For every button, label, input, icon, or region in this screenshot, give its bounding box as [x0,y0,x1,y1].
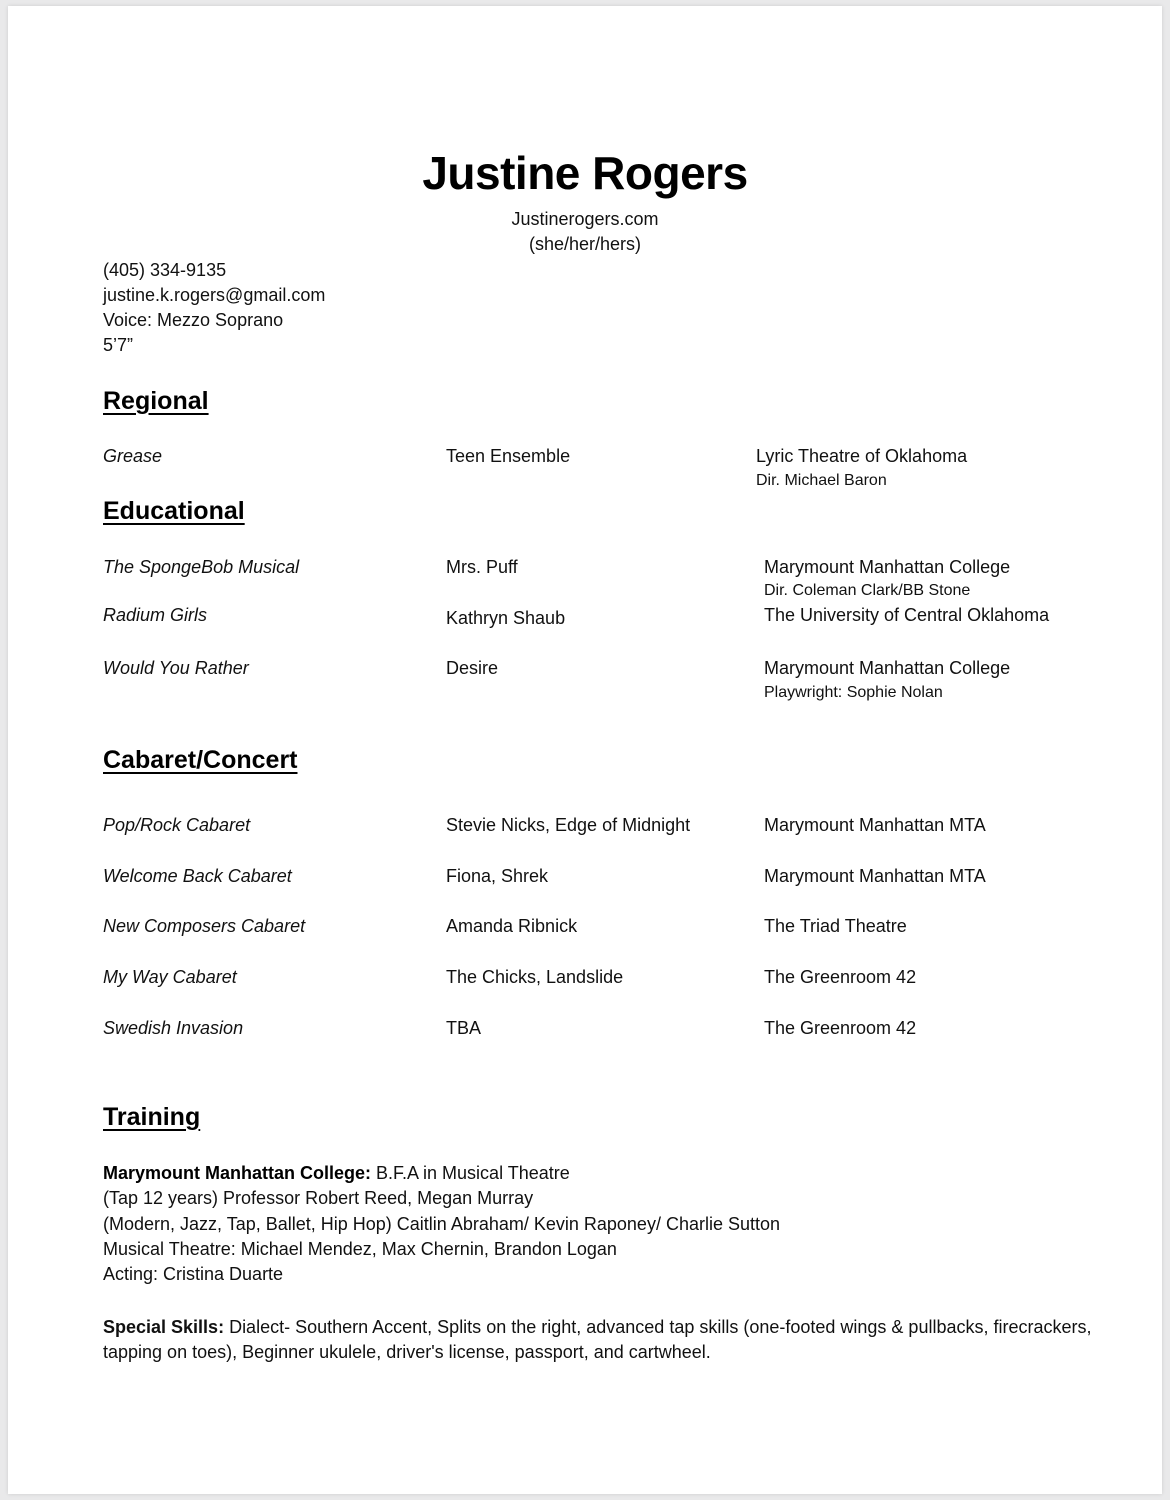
credit-role: Desire [446,658,499,678]
website-link[interactable]: Justinerogers.com [511,209,659,229]
credit-role: Kathryn Shaub [446,608,566,628]
credit-role: Teen Ensemble [446,446,571,466]
credit-venue: Marymount Manhattan College [764,557,1011,577]
credit-venue: The Greenroom 42 [764,1018,917,1038]
credit-role: Amanda Ribnick [446,916,578,936]
email-address[interactable]: justine.k.rogers@gmail.com [103,285,326,305]
training-line: Musical Theatre: Michael Mendez, Max Chernin, Brandon Logan [103,1238,617,1259]
voice-type: Voice: Mezzo Soprano [103,310,284,330]
credit-venue: The Greenroom 42 [764,967,917,987]
credit-show: The SpongeBob Musical [103,557,300,577]
resume-page [8,6,1162,1494]
credit-venue: The University of Central Oklahoma [764,605,1050,625]
section-heading-educational: Educational [103,497,245,525]
credit-venue: The Triad Theatre [764,916,907,936]
height: 5’7” [103,335,134,355]
training-line: (Tap 12 years) Professor Robert Reed, Megan Murray [103,1188,534,1209]
special-skills-label: Special Skills: [103,1317,225,1337]
training-line: Acting: Cristina Duarte [103,1264,284,1285]
phone-number: (405) 334-9135 [103,260,227,280]
training-school-label: Marymount Manhattan College: [103,1163,372,1183]
credit-venue: Lyric Theatre of Oklahoma [756,446,968,466]
section-heading-cabaret: Cabaret/Concert [103,746,298,774]
credit-show: Would You Rather [103,658,249,678]
training-line: (Modern, Jazz, Tap, Ballet, Hip Hop) Caitlin Abraham/ Kevin Raponey/ Charlie Sutton [103,1213,781,1234]
section-heading-regional: Regional [103,387,209,415]
credit-show: Welcome Back Cabaret [103,866,292,886]
training-block [103,1161,780,1287]
pronouns: (she/her/hers) [528,234,642,254]
special-skills [103,1315,1143,1365]
credit-venue: Marymount Manhattan MTA [764,866,986,886]
training-school-line [103,1161,780,1186]
special-skills-text: Dialect- Southern Accent, Splits on the right, advanced tap skills (one-footed wings & pullbacks, firecrackers, tapping on toes), Beginner ukulele, driver's license, passport, and cartwheel. [103,1317,1092,1362]
section-heading-training: Training [103,1103,201,1131]
resume-name: Justine Rogers [422,147,748,199]
credit-show: Swedish Invasion [103,1018,244,1038]
credit-note: Dir. Michael Baron [756,472,887,489]
credit-show: Grease [103,446,163,466]
credit-role: Stevie Nicks, Edge of Midnight [446,815,691,835]
credit-show: My Way Cabaret [103,967,237,987]
credit-note: Playwright: Sophie Nolan [764,684,943,701]
credit-role: The Chicks, Landslide [446,967,624,987]
credit-venue: Marymount Manhattan College [764,658,1011,678]
credit-show: New Composers Cabaret [103,916,306,936]
credit-show: Radium Girls [103,605,208,625]
training-degree: B.F.A in Musical Theatre [371,1163,570,1183]
credit-show: Pop/Rock Cabaret [103,815,251,835]
credit-role: Fiona, Shrek [446,866,549,886]
credit-role: Mrs. Puff [446,557,518,577]
credit-note: Dir. Coleman Clark/BB Stone [764,582,971,599]
credit-role: TBA [446,1018,482,1038]
credit-venue: Marymount Manhattan MTA [764,815,986,835]
